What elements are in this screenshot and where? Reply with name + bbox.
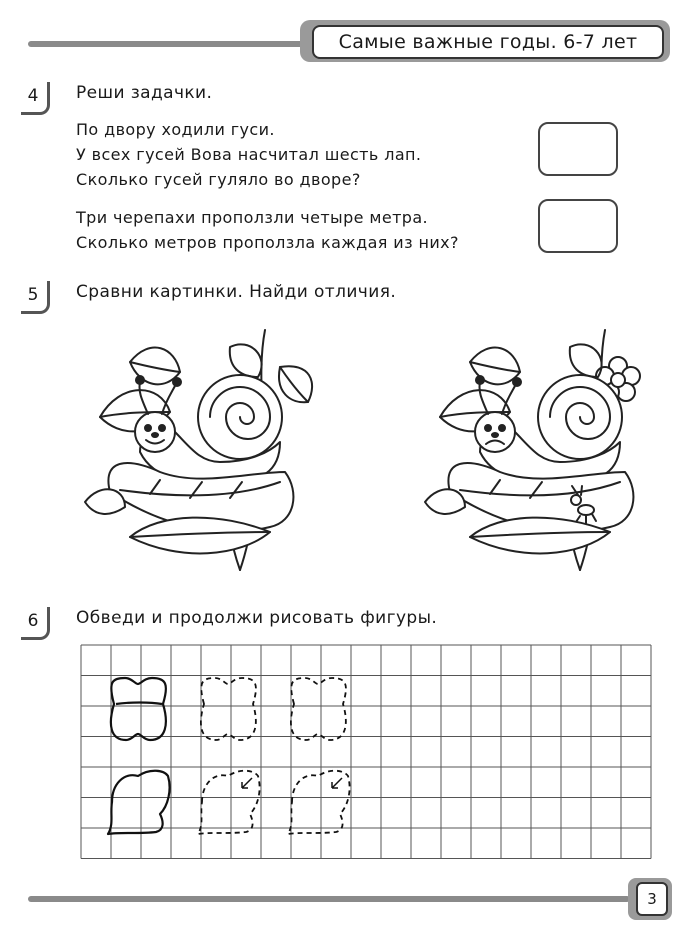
apple-shape-dashed xyxy=(291,678,346,740)
problem-text-line: Три черепахи проползли четыре метра. xyxy=(76,208,429,227)
task-title: Обведи и продолжи рисовать фигуры. xyxy=(76,608,438,628)
header-rule xyxy=(28,41,318,47)
footer-rule xyxy=(28,896,630,902)
snail-picture-left xyxy=(80,322,320,572)
task-number: 5 xyxy=(27,285,39,305)
problem-text-line: Сколько метров проползла каждая из них? xyxy=(76,233,459,252)
answer-box[interactable] xyxy=(538,199,618,253)
problem-text-line: Сколько гусей гуляло во дворе? xyxy=(76,170,361,189)
drawing-grid[interactable] xyxy=(80,644,652,866)
task-title: Реши задачки. xyxy=(76,83,213,103)
page-header-title: Самые важные годы. 6-7 лет xyxy=(312,25,664,59)
answer-box[interactable] xyxy=(538,122,618,176)
problem-text-line: По двору ходили гуси. xyxy=(76,120,275,139)
arrow-icon xyxy=(242,778,252,788)
problem-text-line: У всех гусей Вова насчитал шесть лап. xyxy=(76,145,422,164)
leaf-shape-solid xyxy=(108,771,170,834)
task-number: 6 xyxy=(27,611,39,631)
task-number-badge xyxy=(18,283,48,307)
task-title: Сравни картинки. Найди отличия. xyxy=(76,282,397,302)
task-number-badge xyxy=(18,84,48,108)
page-number: 3 xyxy=(636,882,668,916)
task-number-badge xyxy=(18,609,48,633)
apple-shape-dashed xyxy=(201,678,256,740)
task-number: 4 xyxy=(27,86,39,106)
apple-shape-solid xyxy=(111,678,166,740)
arrow-icon xyxy=(332,778,342,788)
snail-picture-right xyxy=(420,322,660,572)
